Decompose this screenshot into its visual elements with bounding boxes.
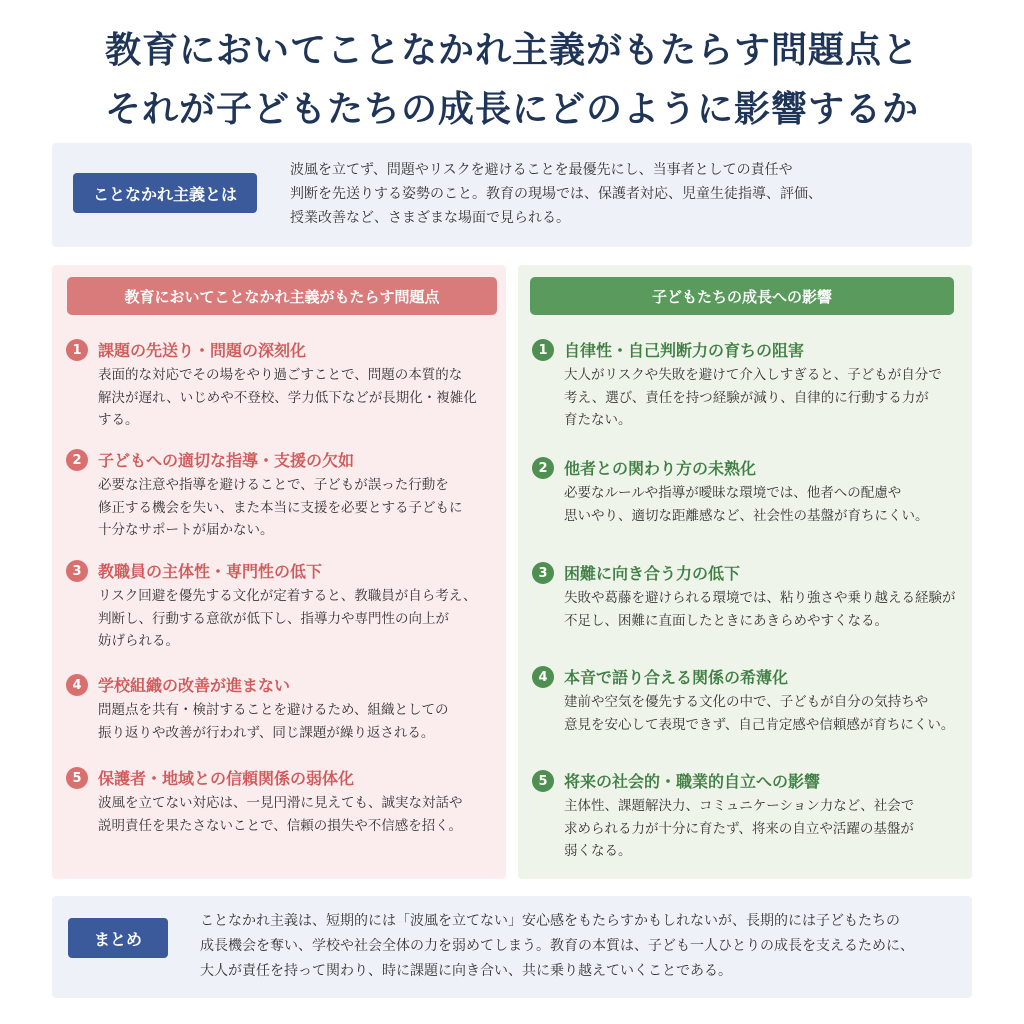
number-badge: 3: [66, 560, 88, 582]
effects-panel: [518, 265, 972, 879]
summary-box: [52, 896, 972, 998]
number-badge: 1: [66, 339, 88, 361]
problems-panel: [52, 265, 506, 879]
effect-title: 自律性・自己判断力の育ちの阻害: [564, 341, 805, 360]
body-line: 育たない。: [564, 412, 632, 428]
body-line: 必要な注意や指導を避けることで、子どもが誤った行動を: [98, 477, 449, 493]
body-line: 妨げられる。: [98, 633, 179, 649]
summary-line: 大人が責任を持って関わり、時に課題に向き合い、共に乗り越えていくことである。: [200, 963, 732, 979]
page-title: [0, 0, 1024, 130]
effect-body: [564, 482, 962, 527]
body-line: 建前や空気を優先する文化の中で、子どもが自分の気持ちや: [564, 694, 929, 710]
effect-title: 将来の社会的・職業的自立への影響: [564, 772, 821, 791]
problem-body: [98, 474, 498, 542]
body-line: 振り返りや改善が行われず、同じ課題が繰り返される。: [98, 724, 435, 741]
definition-line: 波風を立てず、問題やリスクを避けることを最優先にし、当事者としての責任や: [290, 162, 793, 178]
effect-title: 他者との関わり方の未熟化: [564, 459, 757, 478]
body-line: 思いやり、適切な距離感など、社会性の基盤が育ちにくい。: [564, 507, 929, 524]
body-line: 必要なルールや指導が曖昧な環境では、他者への配慮や: [564, 485, 902, 501]
effect-title: 困難に向き合う力の低下: [564, 564, 741, 583]
body-line: 弱くなる。: [564, 843, 632, 859]
problem-body: [98, 585, 498, 653]
number-badge: 3: [532, 562, 554, 584]
body-line: 波風を立てない対応は、一見円滑に見えても、誠実な対話や: [98, 795, 463, 811]
summary-line: 成長機会を奪い、学校や社会全体の力を弱めてしまう。教育の本質は、子ども一人ひとりの成長を支えるために、: [200, 938, 914, 954]
summary-text: [200, 909, 960, 984]
body-line: 考え、選び、責任を持つ経験が減り、自律的に行動する力が: [564, 389, 929, 406]
body-line: 表面的な対応でその場をやり過ごすことで、問題の本質的な: [98, 367, 463, 383]
body-line: 十分なサポートが届かない。: [98, 522, 274, 538]
number-badge: 2: [532, 457, 554, 479]
problem-title: 保護者・地域との信頼関係の弱体化: [98, 769, 355, 788]
number-badge: 4: [66, 674, 88, 696]
problem-body: [98, 699, 498, 744]
title-line-2: それが子どもたちの成長にどのように影響するか: [104, 89, 919, 130]
problem-title: 子どもへの適切な指導・支援の欠如: [98, 451, 355, 470]
body-line: 問題点を共有・検討することを避けるため、組織としての: [98, 702, 449, 718]
body-line: 大人がリスクや失敗を避けて介入しすぎると、子どもが自分で: [564, 367, 942, 383]
summary-line: ことなかれ主義は、短期的には「波風を立てない」安心感をもたらすかもしれないが、長期的には子どもたちの: [200, 913, 900, 929]
body-line: 求められる力が十分に育たず、将来の自立や活躍の基盤が: [564, 820, 914, 837]
effects-heading: 子どもたちの成長への影響: [530, 277, 954, 315]
effect-title: 本音で語り合える関係の希薄化: [564, 668, 789, 687]
number-badge: 2: [66, 449, 88, 471]
body-line: 失敗や葛藤を避けられる環境では、粘り強さや乗り越える経験が: [564, 590, 956, 606]
body-line: 説明責任を果たさないことで、信頼の損失や不信感を招く。: [98, 817, 462, 834]
problem-title: 課題の先送り・問題の深刻化: [98, 341, 307, 360]
problem-title: 学校組織の改善が進まない: [98, 676, 291, 695]
definition-label: ことなかれ主義とは: [73, 173, 257, 213]
number-badge: 5: [532, 770, 554, 792]
problems-heading: 教育においてことなかれ主義がもたらす問題点: [67, 277, 497, 315]
problem-title: 教職員の主体性・専門性の低下: [98, 562, 323, 581]
definition-line: 判断を先送りする姿勢のこと。教育の現場では、保護者対応、児童生徒指導、評価、: [290, 186, 822, 202]
body-line: 修正する機会を失い、また本当に支援を必要とする子どもに: [98, 499, 463, 516]
body-line: 判断し、行動する意欲が低下し、指導力や専門性の向上が: [98, 610, 449, 627]
body-line: 不足し、困難に直面したときにあきらめやすくなる。: [564, 612, 888, 629]
effect-body: [564, 691, 962, 736]
number-badge: 4: [532, 666, 554, 688]
body-line: 意見を安心して表現できず、自己肯定感や信頼感が育ちにくい。: [564, 716, 955, 733]
problem-body: [98, 364, 498, 432]
summary-label: まとめ: [68, 918, 168, 958]
number-badge: 5: [66, 767, 88, 789]
body-line: する。: [98, 412, 139, 428]
title-line-1: 教育においてことなかれ主義がもたらす問題点と: [104, 30, 919, 71]
definition-box: [52, 143, 972, 247]
problem-body: [98, 792, 498, 837]
body-line: リスク回避を優先する文化が定着すると、教職員が自ら考え、: [98, 588, 477, 604]
body-line: 主体性、課題解決力、コミュニケーション力など、社会で: [564, 798, 915, 814]
body-line: 解決が遅れ、いじめや不登校、学力低下などが長期化・複雑化: [98, 389, 477, 406]
effect-body: [564, 364, 962, 432]
effect-body: [564, 795, 962, 863]
definition-line: 授業改善など、さまざまな場面で見られる。: [290, 210, 570, 226]
number-badge: 1: [532, 339, 554, 361]
definition-text: [290, 158, 890, 230]
effect-body: [564, 587, 962, 632]
